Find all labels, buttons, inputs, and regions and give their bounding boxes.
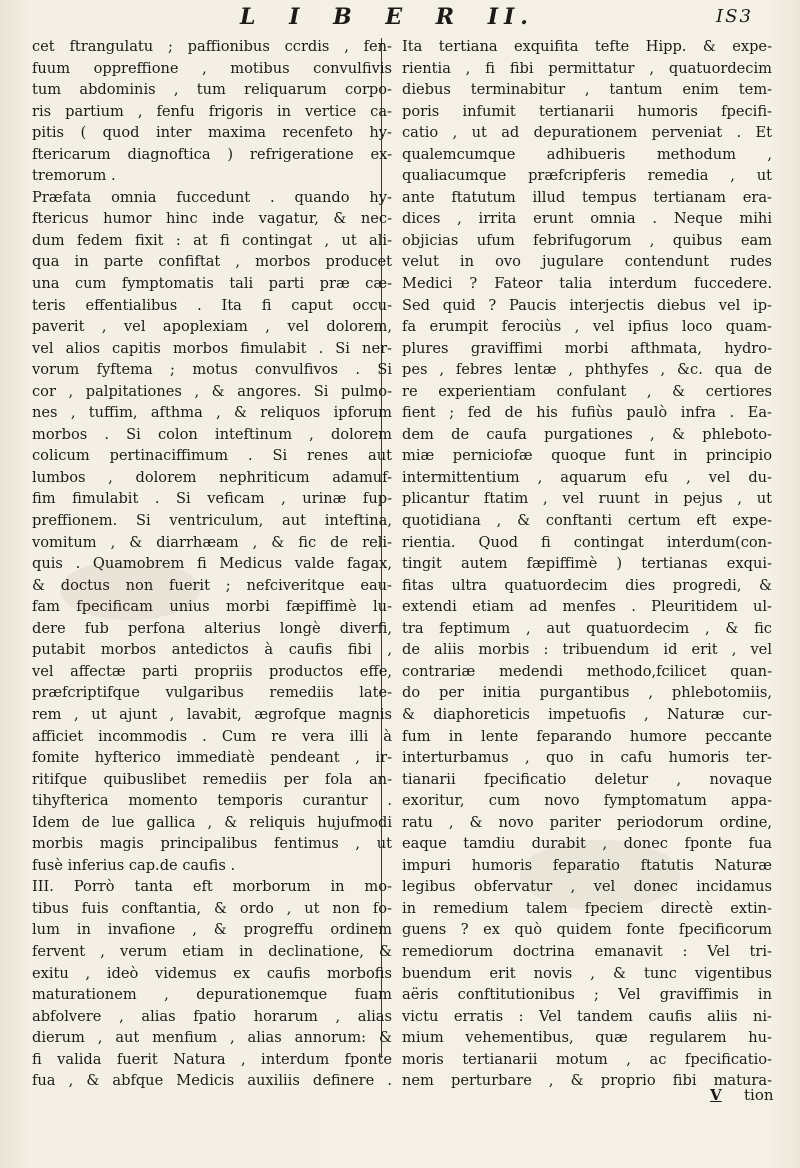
left-column-line: morbos . Si colon inteftinum , dolorem bbox=[32, 425, 392, 443]
left-column-line: vel affectæ parti propriis productos effe, bbox=[32, 662, 392, 680]
running-head bbox=[0, 2, 800, 32]
right-column-line: de aliis morbis : tribuendum id erit , vel bbox=[402, 641, 772, 659]
right-column-line: plicantur ftatim , vel ruunt in pejus , ut bbox=[402, 490, 772, 508]
right-column-line: mium vehementibus, quæ regularem hu- bbox=[402, 1029, 772, 1047]
left-column-line: teris effentialibus . Ita fi caput occu- bbox=[32, 296, 392, 314]
right-column-line: & diaphoreticis impetuofis , Naturæ cur- bbox=[402, 705, 772, 723]
left-column-line: fusè inferius cap.de caufis . bbox=[32, 856, 236, 874]
right-column-line: eaque tamdiu durabit , donec fponte fua bbox=[402, 835, 772, 853]
right-column-line: qualiacumque præfcripferis remedia , ut bbox=[402, 167, 772, 185]
left-column-line: dere fub perfona alterius longè diverfi, bbox=[32, 619, 392, 637]
right-column-line: plures graviffimi morbi afthmata, hydro- bbox=[402, 339, 772, 357]
left-column-line: fi valida fuerit Natura , interdum fponte bbox=[32, 1050, 392, 1068]
left-column-line: ftericarum diagnoftica ) refrigeratione ex- bbox=[32, 145, 392, 163]
right-column-line: tianarii fpecificatio deletur , novaque bbox=[402, 770, 772, 788]
right-column-line: ante ftatutum illud tempus tertianam era- bbox=[402, 188, 772, 206]
left-column-line: rem , ut ajunt , lavabit, ægrofque magnis bbox=[32, 705, 392, 723]
left-column-line: fim fimulabit . Si veficam , urinæ fup- bbox=[32, 490, 392, 508]
left-column-line: tihyfterica momento temporis curantur . bbox=[32, 792, 392, 810]
left-column-line: cor , palpitationes , & angores. Si pulmo- bbox=[32, 382, 392, 400]
right-column-line: catio , ut ad depurationem perveniat . Et bbox=[402, 124, 772, 142]
left-column-line: Præfata omnia fuccedunt . quando hy- bbox=[32, 188, 392, 206]
left-column-line: preffionem. Si ventriculum, aut inteftina, bbox=[32, 512, 392, 530]
right-column-line: re experientiam confulant , & certiores bbox=[402, 382, 772, 400]
right-column-line: exoritur, cum novo fymptomatum appa- bbox=[402, 792, 772, 810]
left-column-line: fam fpecificam unius morbi fæpiffimè lu- bbox=[32, 598, 392, 616]
left-column-line: ritifque quibuslibet remediis per fola an- bbox=[32, 770, 392, 788]
right-column-line: qualemcumque adhibueris methodum , bbox=[402, 145, 772, 163]
right-column-line: impuri humoris feparatio ftatutis Naturæ bbox=[402, 856, 772, 874]
catchword: tion bbox=[744, 1086, 774, 1104]
left-column-line: fuum oppreffione , motibus convulfivis bbox=[32, 59, 392, 77]
right-column-line: rientia , fi fibi permittatur , quatuordecim bbox=[402, 59, 772, 77]
left-column-line: tremorum . bbox=[32, 167, 116, 185]
right-column-line: tingit autem fæpiffimè ) tertianas exqui- bbox=[402, 555, 772, 573]
left-column-line: vorum fyftema ; motus convulfivos . Si bbox=[32, 361, 392, 379]
right-column-line: dices , irrita erunt omnia . Neque mihi bbox=[402, 210, 772, 228]
right-column-line: remediorum doctrina emanavit : Vel tri- bbox=[402, 942, 772, 960]
left-column-line: & doctus non fuerit ; nefciveritque eau- bbox=[32, 576, 392, 594]
left-column-line: vel alios capitis morbos fimulabit . Si ner- bbox=[32, 339, 392, 357]
left-column-line: dum fedem fixit : at fi contingat , ut ali- bbox=[32, 231, 392, 249]
left-column-line: putabit morbos antedictos à caufis fibi , bbox=[32, 641, 392, 659]
right-column-line: interturbamus , quo in cafu humoris ter- bbox=[402, 749, 772, 767]
right-column-line: aëris conftitutionibus ; Vel graviffimis in bbox=[402, 986, 772, 1004]
left-column-line: fua , & abfque Medicis auxiliis definere . bbox=[32, 1072, 392, 1090]
left-column-line: fomite hyfterico immediatè pendeant , ir- bbox=[32, 749, 392, 767]
left-column-line: præfcriptifque vulgaribus remediis late- bbox=[32, 684, 392, 702]
left-column-line: lum in invafione , & progreffu ordinem bbox=[32, 921, 392, 939]
left-column-line: maturationem , depurationemque fuam bbox=[32, 986, 392, 1004]
left-column-line: dierum , aut menfium , alias annorum: & bbox=[32, 1029, 392, 1047]
left-column bbox=[32, 36, 392, 1126]
right-column-line: legibus obfervatur , vel donec incidamus bbox=[402, 878, 772, 896]
left-column-line: quis . Quamobrem fi Medicus valde fagax, bbox=[32, 555, 392, 573]
right-column-line: moris tertianarii motum , ac fpecificatio- bbox=[402, 1050, 772, 1068]
right-column-line: diebus terminabitur , tantum enim tem- bbox=[402, 81, 772, 99]
right-column-line: objicias ufum febrifugorum , quibus eam bbox=[402, 231, 772, 249]
left-column-line: cet ftrangulatu ; paffionibus ccrdis , fen- bbox=[32, 38, 392, 55]
left-column-line: exitu , ideò videmus ex caufis morbofis bbox=[32, 964, 392, 982]
left-column-line: vomitum , & diarrhæam , & fic de reli- bbox=[32, 533, 392, 551]
left-column-line: paverit , vel apoplexiam , vel dolorem, bbox=[32, 318, 392, 336]
left-column-line: fervent , verum etiam in declinatione, & bbox=[32, 942, 392, 960]
left-column-line: tibus fuis conftantia, & ordo , ut non fo- bbox=[32, 899, 392, 917]
left-column-line: una cum fymptomatis tali parti præ cæ- bbox=[32, 275, 392, 293]
right-column-line: ratu , & novo pariter periodorum ordine, bbox=[402, 813, 772, 831]
right-column-line: tra feptimum , aut quatuordecim , & fic bbox=[402, 619, 772, 637]
left-column-line: lumbos , dolorem nephriticum adamuf- bbox=[32, 468, 392, 486]
right-column-line: velut in ovo jugulare contendunt rudes bbox=[402, 253, 772, 271]
page-number: IS3 bbox=[716, 6, 753, 27]
right-column-line: poris infumit tertianarii humoris fpecifi- bbox=[402, 102, 772, 120]
left-column-line: afficiet incommodis . Cum re vera illi à bbox=[32, 727, 392, 745]
left-column-line: Idem de lue gallica , & reliquis hujufmodi bbox=[32, 813, 392, 831]
text-columns bbox=[14, 36, 774, 1126]
left-column-line: nes , tuffim, afthma , & reliquos ipforum bbox=[32, 404, 392, 422]
right-column-line: pes , febres lentæ , phthyfes , &c. qua de bbox=[402, 361, 772, 379]
right-column-line: Medici ? Fateor talia interdum fuccedere. bbox=[402, 275, 772, 293]
left-column-line: abfolvere , alias fpatio horarum , alias bbox=[32, 1007, 392, 1025]
right-column-line: nem perturbare , & proprio fibi matura- bbox=[402, 1072, 772, 1090]
right-column-line: in remedium talem fpeciem directè extin- bbox=[402, 899, 772, 917]
right-column bbox=[402, 36, 772, 1126]
left-column-line: morbis magis principalibus fentimus , ut bbox=[32, 835, 392, 853]
left-column-line: ftericus humor hinc inde vagatur, & nec- bbox=[32, 210, 392, 228]
right-column-line: fitas ultra quatuordecim dies progredi, & bbox=[402, 576, 772, 594]
left-column-line: qua in parte confiftat , morbos producet bbox=[32, 253, 392, 271]
right-column-line: Sed quid ? Paucis interjectis diebus vel ip- bbox=[402, 296, 772, 314]
left-column-line: pitis ( quod inter maxima recenfeto hy- bbox=[32, 124, 392, 142]
right-column-line: intermittentium , aquarum efu , vel du- bbox=[402, 468, 772, 486]
right-column-line: do per initia purgantibus , phlebotomiis, bbox=[402, 684, 772, 702]
left-column-line: III. Porrò tanta eft morborum in mo- bbox=[32, 878, 392, 896]
right-column-line: miæ perniciofæ quoque funt in principio bbox=[402, 447, 772, 465]
right-column-line: buendum erit novis , & tunc vigentibus bbox=[402, 964, 772, 982]
right-column-line: fa erumpit ferociùs , vel ipfius loco quam- bbox=[402, 318, 772, 336]
right-column-line: fient ; fed de his fufiùs paulò infra . Ea- bbox=[402, 404, 772, 422]
right-column-line: victu erratis : Vel tandem caufis aliis ni- bbox=[402, 1007, 772, 1025]
running-head-title: L I B E R II. bbox=[240, 4, 534, 30]
right-column-line: fum in lente feparando humore peccante bbox=[402, 727, 772, 745]
left-column-line: tum abdominis , tum reliquarum corpo- bbox=[32, 81, 392, 99]
right-column-line: rientia. Quod fi contingat interdum(con- bbox=[402, 533, 772, 551]
signature-mark: V bbox=[710, 1086, 722, 1104]
right-column-line: Ita tertiana exquifita tefte Hipp. & expe- bbox=[402, 38, 772, 55]
right-column-line: contrariæ medendi methodo,fcilicet quan- bbox=[402, 662, 772, 680]
right-column-line: extendi etiam ad menfes . Pleuritidem ul- bbox=[402, 598, 772, 616]
left-column-line: colicum pertinaciffimum . Si renes aut bbox=[32, 447, 392, 465]
right-column-line: guens ? ex quò quidem fonte fpecificorum bbox=[402, 921, 772, 939]
left-column-line: ris partium , fenfu frigoris in vertice ca- bbox=[32, 102, 392, 120]
right-column-line: quotidiana , & conftanti certum eft expe- bbox=[402, 512, 772, 530]
right-column-line: dem de caufa purgationes , & phleboto- bbox=[402, 425, 772, 443]
